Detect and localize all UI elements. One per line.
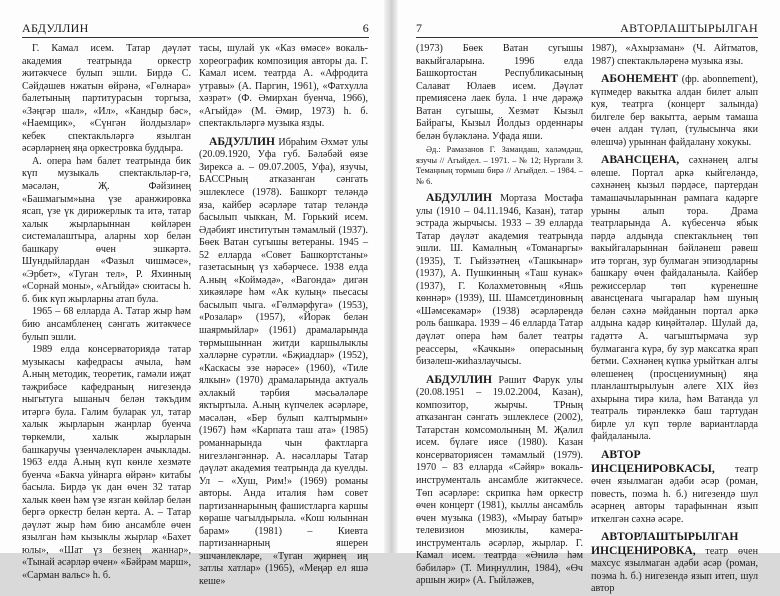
text-column [22, 43, 191, 581]
paragraph-text: А. опера һәм балет театрында бик күп музыкаль спектакльләр-гә, мәсәлән, Җ. Фәйзинең «Башмагым»ына үзе аранжировка ясап, үзе үк дирижерлык та итә, татар халык жырларыннан көйләрен системалаштыра, аларны хор белән башкару өчен эшкәртә. Шундыйлардан «Фазыл чишмәсе», «Эрбет», «Туган тел», Р. Яхинның «Сорнай моны», «Агыйдә» сюитасы һ. б. бик күп жырларны атап була. [22, 155, 191, 305]
paragraph-text: Рәшит Фарук улы (20.08.1951 – 19.02.2004, Казан), композитор, жырчы. ТРның атказанган сәнгать эшлеклесе (2002), Татарстан комсомолының М. Җәлил исем. бүләге иясе (1980). Казан консерваториясен тәмамлый (1979). 1970 – 83 елларда «Сәйяр» вокаль-инструменталь ансамбле житәкчесе. Төп әсәрләре: скрипка һәм оркестр өчен концерт (1981), кыллы ансамбль өчен музыка (1983), «Мырау батыр» телевизион мюзиклы, камера-инструменталь әсәрләр, жырлар. Г. Камал исем. театрда «Әнилә һәм бәбиләр» (Т. Миңнуллин, 1984), «Өч аршын жир» (А. Гыйләжев, [416, 374, 583, 587]
entry-headword: АВТОР ИНСЦЕНИРОВКАСЫ, [591, 447, 715, 475]
paragraph-text: (фр. abonnement), күпмедер вакытка алдан билет алып куя, театрга (концерт залында) билгеле бер вакытта, аерым тамаша өчен алдан түләп, (тулысынча яки өлешчә) урыннан файдалану хокукы. [591, 74, 758, 148]
paragraph-text: тасы, шулай ук «Каз өмәсе» вокаль-хореографик композиция авторы да. Г. Камал исем. театрда А. «Афродита утравы» (А. Паргин, 1961), «Фатхулла хәзрәт» (Ф. Әмирхан буенча, 1966), «Агыйдә» (М. Әмир, 1973) һ. б. спектакльләргә музыка язды. [199, 43, 368, 130]
text-column [416, 43, 583, 587]
paragraph [22, 306, 191, 344]
paragraph-text: (1973) Бөек Ватан сугышы вакыйгаларына. 1996 елда Башкортостан Республикасының Салават Юлаев исем. Дәүләт премиясенә лаек була. 1 нче дәрәҗә Ватан сугышы, Хезмәт Кызыл Байрагы, Кызыл Йолдыз орденнары белән бүләкләнә. Уфада яши. [416, 43, 583, 142]
paragraph-text: Әд.: Рамазанов Г. Замандаш, халәмдәш, язучы // Агыйдел. – 1971. – № 12; Нургали З. Темаңның тормыш бирә // Агыйдел. – 1984. – № 6. [416, 145, 583, 186]
running-head [22, 21, 369, 38]
paragraph-text: театр өчен язылмаган әдәби әсәр (роман, повесть, поэма һ. б.) нигезендә шул әсәрнең авторы тарафыннан язып иткелгән сәхнә әсәре. [591, 463, 758, 525]
entry-paragraph [416, 374, 583, 588]
text-columns [416, 43, 758, 595]
entry-headword: АВТОРЛАШТЫРЫЛГАН ИНСЦЕНИРОВКА, [591, 530, 739, 557]
paragraph-text: Ибраһим Әхмәт улы (20.09.1920, Уфа губ. Бәләбәй өязе Зирексә а. – 09.07.2005, Уфа), язучы, БАССРның атказанган сәнгать эшлеклесе (1978). Башкорт теләндә яза, кайбер әсәрләре татар теләндә басылып чыккан, М. Горький исем. Әдәбият институтын тәмамлый (1937). Бөек Ватан сугышы ветераны. 1945 – 52 елларда «Совет Башкортстаны» газетасының үз хәбәрчесе. 1938 елда А.ның «Коймәдә», «Вагонда» дигән хикәяләре һәм «Ак кулың» пьесасы басылып чыга. «Гөлмәрфуга» (1953), «Розалар» (1957), «Йорәк белән шаярмыйлар» (1961) драмаларында төрмышыннан житди каршылыклы хәлләрне сурәтли. «Бҗиадлар» (1952), «Каскасы эзе нәрәсе» (1960), «Тиле ялкын» (1970) драмаларында актуаль әхлакый тәрбия мәсьәләләре яктыртыла. А.ның күпчелек әсәрләре, мәсәлән, «Бер булып калтырмын» (1967) һәм «Карпата таш ата» (1985) романнарында чын фактларга нигезләнгәннәр. А. нәсәллары Татар дәүләт академия театрында да куелды. Ул – «Хуш, Рим!» (1969) романы авторы. Анда италия һәм совет партизаннарының фашистларга каршы көраше чагылдырыла. «Кош юлыннан барам» (1981) – Киевта партизаннарның яшерен эшчәнлекләре, «Туган җирнең иң затлы хатлар» (1965), «Меңәр ел яшә кеше» [199, 136, 368, 587]
page-number: 7 [416, 21, 423, 35]
entry-headword: АВАНСЦЕНА, [601, 153, 680, 167]
paragraph-text: Г. Камал исем. Татар дәүләт академия театрында оркестр житәкчесе булып эшли. Бирдә С. Сәйдәшев нжатын өйрәнә, «Гөлнара» балетының партитурасын торгыза, «Зәңгәр шал», «Ил», «Кандыр бәс», «Наемщик», «Сүнгән йолдызлар» кебек спектакльләргә язылган әсәрләрнең яңа оркестровка буддыра. [22, 43, 191, 155]
paragraph-text: 1965 – 68 елларда А. Татар жыр һәм бию ансамбленең сәнгать житәкчесе булып эшли. [22, 306, 191, 343]
paragraph-text: Мортаза Мостафа улы (1910 – 04.11.1946, Казан), татар эстрада жырчысы. 1933 – 39 елларда Татар дәүләт академия театрында эшли. Ш. Камалның «Томанаргы» (1935), Т. Гыйззәтнең «Ташкынар» (1937), А. Пушкинның «Таш кунак» (1937), Г. Колахметовның «Яшь көннәр» (1939), Ш. Шамсетдиновның «Шәмсекамәр» (1938) әсәрләрендә роль башкара. 1939 – 46 елларда Татар дәүләт опера һәм балет театры реассеры, «Качкын» операсының бизәлеш-жиһазлаучысы. [416, 193, 583, 368]
running-head-title: АБДУЛЛИН [22, 21, 89, 35]
running-head-title: АВТОРЛАШТЫРЫЛГАН [620, 21, 758, 35]
paragraph [22, 344, 191, 582]
left-page [0, 0, 384, 587]
entry-paragraph [591, 73, 758, 149]
entry-headword: АБДУЛЛИН [209, 134, 276, 148]
entry-paragraph [591, 449, 758, 526]
book-gutter [384, 0, 398, 553]
paragraph-text: 1989 елда консерваториядә татар музыкасы кафедрасы ачыла, һәм А.ның методик, теоретик, гамәли иҗат тәҗрибәсе кафедраның нигезендә ныгытуга ышаныч белән тәкъдим итәргә була. Галим буларак ул, татар халык жырларын жанрлар буенча төркемли, халык жырларын башкаручы үзенчәлекләрен ачыклады. 1963 елда А.ның күп көнле хезмәте буенча «Бакча уйнарга өйрән» китабы басыла. Бирдә үк дан өчен 32 татар халык көен һәм үзе язган көйләр белән бергә оркестр белән керта. А. – Татар дәүләт жыр һәм бию ансамбле өчен язылган һәм кызыклы жырлар «Бахет юлы», «Шат үз безнең жаннар», «Тынай әсәрләр өчен» «Бәйрәм марш», «Сарман вальс» һ. б. [22, 344, 191, 581]
entry-paragraph [199, 136, 368, 589]
paragraph [416, 43, 583, 143]
paragraph-text: 1987), «Ахырзаман» (Ч. Айтматов, 1987) спектакльләренә музыка язы. [591, 43, 758, 67]
paragraph [22, 43, 191, 156]
running-head [416, 21, 758, 38]
entry-paragraph [416, 192, 583, 369]
paragraph [416, 145, 583, 187]
right-page [398, 0, 780, 595]
entry-headword: АБОНЕМЕНТ [601, 72, 679, 86]
entry-paragraph [591, 154, 758, 444]
page-number: 6 [362, 21, 369, 35]
paragraph-text: театр өчен махсус язылмаган әдәби әсәр (роман, поэма һ. б.) нигезендә язып итеп, шул автор [591, 545, 758, 595]
text-column [591, 43, 758, 595]
text-columns [22, 43, 369, 587]
text-column [199, 43, 368, 587]
entry-paragraph [591, 531, 758, 596]
entry-headword: АБДУЛЛИН [426, 372, 493, 386]
paragraph-text: сәхнәнең алгы өлеше. Портал аркә кыйгеләндә, сәхнәнең кызыл пәрдәсе, партердан тамашачыларыннан рампага кадәрге урыны алып тора. Драма театрларында А. күбесенчә ябык пәрдә алдында спектакльнең төп вакыйгаларыннан бәйләнеш рәвеш итә торган, зур булмаган эпизодларны башкару өчен файдаланыла. Кайбер режиссерлар төп күренешне авансценага чыгаралар һәм шуның белән сәхнә мәйданын портал аркә алдына кадәр киңәйтәләр. Шулай да, гадәттә А. чагыштырмача зур булмаганга күрә, бу зур максатка ярап бетми. Сәхнәнең күпкә урыйткан алгы өлешенең (просцениумның) яңа планлаштырылуын әлеге XIX йөз ахырына тирә кила, һәм Ватанда ул театраль тирәнлеккә баш тартудан бирле ул күп төрле вариантларда файдаланыла. [591, 155, 758, 443]
paragraph [591, 43, 758, 68]
paragraph [199, 43, 368, 131]
paragraph [22, 156, 191, 307]
entry-headword: АБДУЛЛИН [426, 191, 493, 204]
